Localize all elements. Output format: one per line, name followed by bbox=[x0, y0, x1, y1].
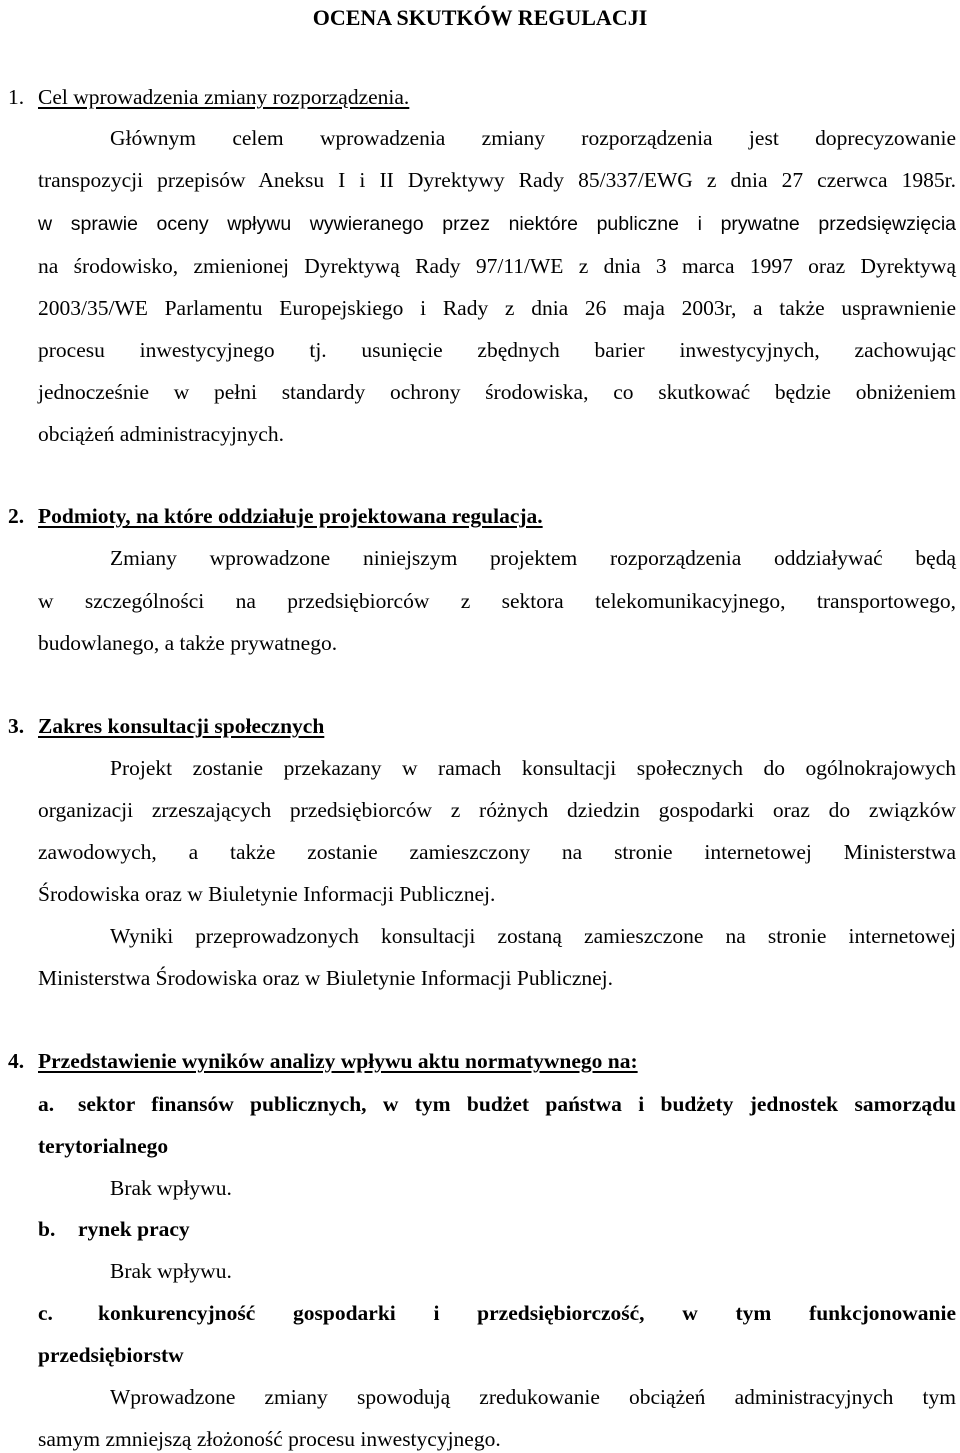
item-c bbox=[38, 1299, 956, 1327]
s1-line-4: na środowisko, zmienionej Dyrektywą Rady 97/11/WE z dnia 3 marca 1997 oraz Dyrektywą bbox=[38, 254, 956, 278]
section-4-number: 4. bbox=[8, 1049, 25, 1073]
section-1-heading bbox=[8, 83, 908, 111]
s3-line-3: zawodowych, a także zostanie zamieszczony na stronie internetowej Ministerstwa bbox=[38, 840, 956, 864]
section-2-title: Podmioty, na które oddziałuje projektowana regulacja. bbox=[38, 504, 543, 528]
section-4-title: Przedstawienie wyników analizy wpływu aktu normatywnego na: bbox=[38, 1049, 638, 1073]
item-a-letter: a. bbox=[38, 1092, 55, 1116]
section-3-title: Zakres konsultacji społecznych bbox=[38, 714, 325, 738]
item-c-title-1: konkurencyjność gospodarki i przedsiębiorczość, w tym funkcjonowanie bbox=[98, 1301, 956, 1325]
s1-line-7: jednocześnie w pełni standardy ochrony środowiska, co skutkować będzie obniżeniem bbox=[38, 380, 956, 404]
item-b-title: rynek pracy bbox=[78, 1217, 190, 1241]
s2-line-2: w szczególności na przedsiębiorców z sektora telekomunikacyjnego, transportowego, bbox=[38, 589, 956, 613]
item-a-title-2: terytorialnego bbox=[38, 1134, 169, 1158]
s3-line-2: organizacji zrzeszających przedsiębiorców z różnych dziedzin gospodarki oraz do związków bbox=[38, 798, 956, 822]
section-3-number: 3. bbox=[8, 714, 25, 738]
s1-line-2: transpozycji przepisów Aneksu I i II Dyrektywy Rady 85/337/EWG z dnia 27 czerwca 1985r. bbox=[38, 168, 956, 192]
s3-line-6: Ministerstwa Środowiska oraz w Biuletynie Informacji Publicznej. bbox=[38, 966, 613, 990]
s1-line-3: w sprawie oceny wpływu wywieranego przez niektóre publiczne i prywatne przedsięwzięcia bbox=[38, 213, 956, 235]
s3-line-4: Środowiska oraz w Biuletynie Informacji Publicznej. bbox=[38, 882, 496, 906]
section-3-heading bbox=[8, 712, 908, 740]
s1-line-1: Głównym celem wprowadzenia zmiany rozporządzenia jest doprecyzowanie bbox=[110, 126, 956, 150]
item-a bbox=[38, 1090, 956, 1118]
item-b bbox=[38, 1215, 638, 1243]
s1-line-5: 2003/35/WE Parlamentu Europejskiego i Rady z dnia 26 maja 2003r, a także usprawnienie bbox=[38, 296, 956, 320]
item-c-body-1: Wprowadzone zmiany spowodują zredukowanie obciążeń administracyjnych tym bbox=[110, 1385, 956, 1409]
item-c-title-2: przedsiębiorstw bbox=[38, 1343, 184, 1367]
s3-line-1: Projekt zostanie przekazany w ramach konsultacji społecznych do ogólnokrajowych bbox=[110, 756, 956, 780]
section-2-number: 2. bbox=[8, 504, 25, 528]
s1-line-6: procesu inwestycyjnego tj. usunięcie zbędnych barier inwestycyjnych, zachowując bbox=[38, 338, 956, 362]
section-1-title: Cel wprowadzenia zmiany rozporządzenia. bbox=[38, 85, 410, 109]
s1-line-8: obciążeń administracyjnych. bbox=[38, 422, 284, 446]
item-c-letter: c. bbox=[38, 1301, 53, 1325]
item-c-body-2: samym zmniejszą złożoność procesu inwestycyjnego. bbox=[38, 1427, 501, 1451]
section-4-heading bbox=[8, 1047, 908, 1075]
page-title: OCENA SKUTKÓW REGULACJI bbox=[312, 5, 648, 30]
item-a-body: Brak wpływu. bbox=[110, 1176, 232, 1200]
s3-line-5: Wyniki przeprowadzonych konsultacji zostaną zamieszczone na stronie internetowej bbox=[110, 924, 956, 948]
section-2-heading bbox=[8, 502, 908, 530]
item-a-title-1: sektor finansów publicznych, w tym budżet państwa i budżety jednostek samorządu bbox=[78, 1092, 956, 1116]
s2-line-1: Zmiany wprowadzone niniejszym projektem rozporządzenia oddziaływać będą bbox=[110, 546, 956, 570]
s2-line-3: budowlanego, a także prywatnego. bbox=[38, 631, 338, 655]
section-1-number: 1. bbox=[8, 85, 25, 109]
item-b-body: Brak wpływu. bbox=[110, 1259, 232, 1283]
item-b-letter: b. bbox=[38, 1217, 56, 1241]
